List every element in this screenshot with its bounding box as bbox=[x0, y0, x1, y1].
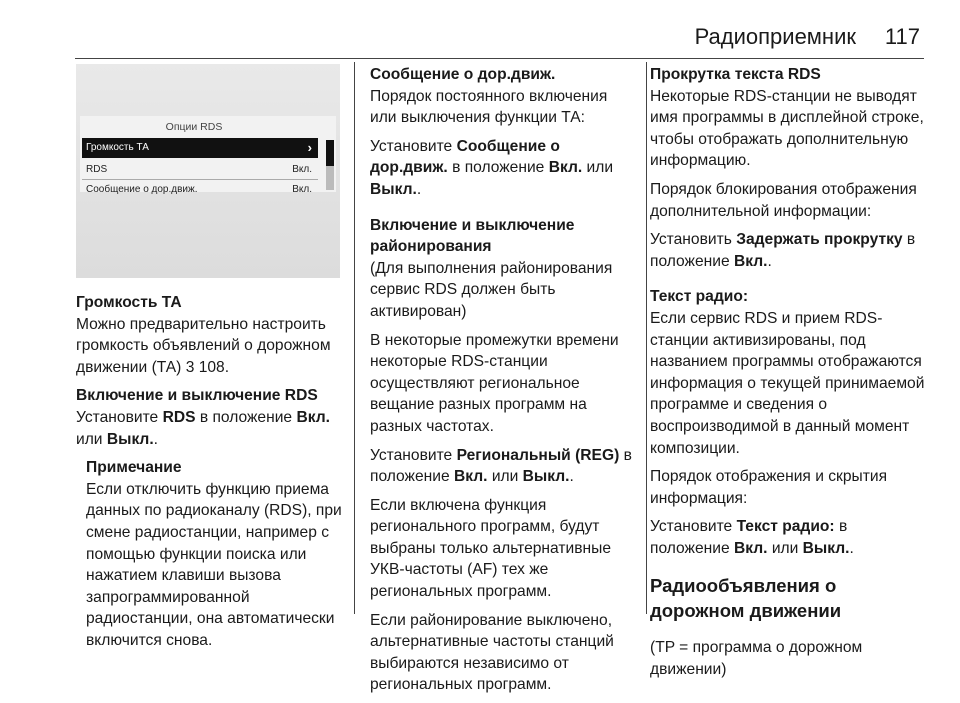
text: или bbox=[582, 159, 614, 177]
heading-ta-volume: Громкость ТА bbox=[76, 294, 182, 311]
text: Установите bbox=[76, 408, 163, 426]
heading-rds-scroll: Прокрутка текста RDS bbox=[650, 66, 821, 83]
column-1 bbox=[76, 292, 346, 659]
heading-traffic-message: Сообщение о дор.движ. bbox=[370, 66, 556, 83]
display-panel bbox=[80, 116, 336, 195]
page-title: Радиоприемник bbox=[694, 24, 856, 49]
page-reference[interactable]: 3 108. bbox=[185, 358, 230, 376]
para-traffic-message: Порядок постоянного включения или выключения функции ТА: bbox=[370, 87, 608, 127]
column-3 bbox=[650, 64, 926, 688]
para-set-regional bbox=[370, 445, 632, 488]
bold-term: Выкл. bbox=[106, 430, 154, 448]
heading-rds-toggle: Включение и выключение RDS bbox=[76, 387, 318, 405]
heading-traffic-announcements: Радиообъявления о дорожном движении bbox=[650, 575, 842, 622]
bold-term: Вкл. bbox=[733, 252, 768, 270]
text: или bbox=[487, 468, 523, 486]
text: в положение bbox=[370, 446, 632, 486]
heading-regional: Включение и выключение районирования bbox=[370, 216, 575, 256]
note-text: Если отключить функцию приема данных по радиоканалу (RDS), при смене радиостанции, например с помощью функции поиска или нажатием клавиши вызова запрограммированной радиостанции, она автоматически включится снова. bbox=[86, 480, 342, 649]
page-number: 117 bbox=[884, 24, 920, 49]
heading-radio-text: Текст радио: bbox=[650, 288, 749, 306]
bold-term: Выкл. bbox=[370, 180, 417, 198]
para-radio-text-2: Порядок отображения и скрытия информация: bbox=[650, 468, 888, 507]
display-title: Опции RDS bbox=[165, 121, 223, 133]
note-box bbox=[86, 457, 346, 651]
para-rds-toggle bbox=[76, 407, 346, 450]
text: Можно предварительно настроить громкость объявлений о дорожном движении (ТА) bbox=[76, 315, 331, 376]
para-scroll-1: Некоторые RDS-станции не выводят имя программы в дисплейной строке, чтобы отображать дополнительную информацию. bbox=[650, 87, 924, 170]
text: . bbox=[569, 468, 574, 486]
para-traffic-announcements: (TP = программа о дорожном движении) bbox=[650, 639, 863, 679]
menu-row-rds bbox=[82, 160, 318, 180]
bold-term: Выкл. bbox=[802, 539, 850, 557]
bold-term: Региональный (REG) bbox=[456, 446, 620, 464]
text: или bbox=[767, 539, 803, 557]
text: Установите bbox=[370, 137, 457, 155]
column-divider-2 bbox=[646, 62, 647, 614]
rds-options-screenshot bbox=[76, 64, 340, 278]
menu-row-label: RDS bbox=[86, 164, 108, 175]
bold-term: Текст радио: bbox=[736, 518, 835, 536]
bold-term: Вкл. bbox=[453, 468, 488, 486]
menu-row-value: Вкл. bbox=[292, 184, 312, 195]
menu-row-value: Вкл. bbox=[292, 164, 312, 175]
text: . bbox=[416, 180, 422, 198]
text: в положение bbox=[447, 159, 549, 177]
display-scroll-thumb bbox=[326, 140, 334, 166]
text: или bbox=[76, 430, 107, 448]
column-divider-1 bbox=[354, 62, 355, 614]
para-regional-4: Если районирование выключено, альтернативные частоты станций выбираются независимо от региональных программ. bbox=[370, 611, 614, 694]
text: . bbox=[849, 539, 854, 557]
menu-row-traffic bbox=[82, 180, 318, 198]
bold-term: Задержать прокрутку bbox=[736, 231, 903, 249]
bold-term: Вкл. bbox=[548, 159, 583, 177]
note-title: Примечание bbox=[86, 459, 182, 477]
bold-term: Вкл. bbox=[733, 539, 768, 557]
para-regional-1: (Для выполнения районирования сервис RDS должен быть активирован) bbox=[370, 259, 613, 320]
text: в положение bbox=[650, 231, 916, 270]
para-regional-2: В некоторые промежутки времени некоторые RDS-станции осуществляют региональное вещание разных программ на разных частотах. bbox=[370, 331, 619, 435]
para-set-radio-text bbox=[650, 516, 926, 559]
header-rule bbox=[75, 58, 924, 59]
text: Установить bbox=[650, 231, 737, 249]
chevron-right-icon: › bbox=[307, 140, 312, 155]
text: . bbox=[767, 252, 772, 270]
para-scroll-2: Порядок блокирования отображения дополнительной информации: bbox=[650, 180, 917, 220]
text: в положение bbox=[195, 408, 297, 426]
page-header bbox=[0, 0, 960, 58]
bold-term: Вкл. bbox=[296, 408, 330, 426]
para-radio-text-1: Если сервис RDS и прием RDS-станции активизированы, под названием программы отображаются информация о текущей принимаемой программе и сведения о воспроизводимой в данный момент композиции. bbox=[650, 309, 925, 457]
para-ta-volume bbox=[76, 314, 346, 379]
text: Установите bbox=[650, 518, 737, 536]
text: в положение bbox=[650, 518, 848, 557]
para-set-traffic bbox=[370, 136, 632, 201]
column-2 bbox=[370, 64, 632, 703]
bold-term: Сообщение о дор.движ. bbox=[370, 137, 560, 177]
text: Установите bbox=[370, 446, 457, 464]
text: . bbox=[153, 430, 159, 448]
bold-term: RDS bbox=[162, 408, 196, 426]
display-scrollbar bbox=[326, 140, 334, 190]
bold-term: Выкл. bbox=[522, 468, 570, 486]
menu-row-label: Громкость ТА bbox=[86, 142, 149, 153]
para-set-scroll bbox=[650, 229, 926, 272]
para-regional-3: Если включена функция регионального программ, будут выбраны только альтернативные УКВ-частоты (AF) тех же региональных программ. bbox=[370, 496, 612, 601]
menu-row-ta-volume bbox=[82, 138, 318, 158]
menu-row-label: Сообщение о дор.движ. bbox=[86, 184, 198, 195]
